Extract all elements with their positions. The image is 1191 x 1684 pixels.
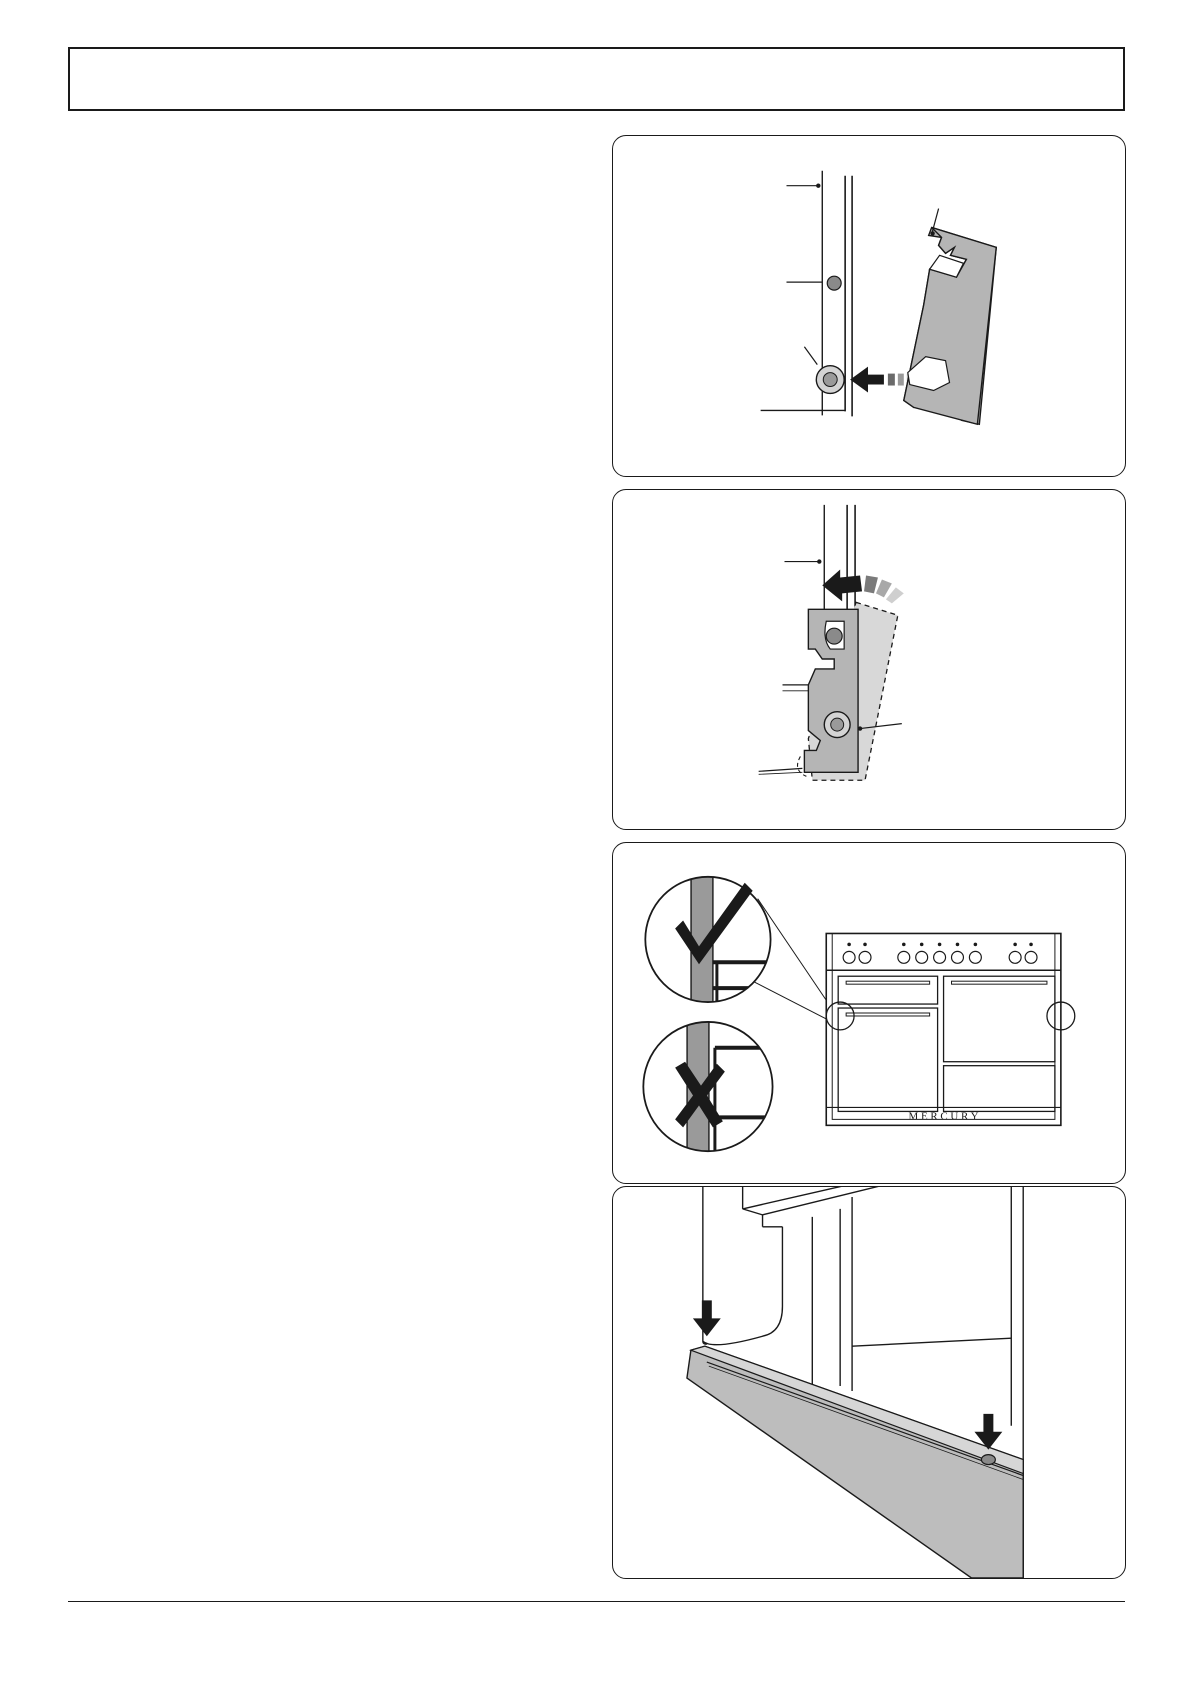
- stud-icon: [827, 276, 841, 290]
- figure-panel-bracket-attach: [612, 135, 1126, 477]
- footer-rule: [68, 1601, 1125, 1602]
- range-cooker-icon: [826, 933, 1061, 1125]
- figure-panel-plinth: [612, 1186, 1126, 1579]
- brand-label: M E R C U R Y: [908, 1110, 979, 1123]
- header-box: [68, 47, 1125, 111]
- alignment-illustration: [613, 843, 1125, 1183]
- plinth-icon: [687, 1346, 1023, 1578]
- bracket-attach-illustration: [613, 136, 1125, 476]
- bracket-rotate-illustration: [613, 490, 1125, 829]
- arrow-left-icon: [850, 367, 884, 393]
- leader-line: [759, 768, 803, 771]
- stud-icon: [826, 628, 842, 644]
- leader-line: [804, 347, 817, 365]
- leader-dot: [816, 184, 820, 188]
- fixing-screw-icon: [981, 1455, 995, 1465]
- arrow-down-icon: [693, 1300, 721, 1336]
- figure-panel-bracket-rotate: [612, 489, 1126, 830]
- plinth-illustration: [613, 1187, 1125, 1578]
- rotate-arrow-icon: [822, 570, 862, 602]
- screw-head: [823, 373, 837, 387]
- figure-panel-alignment: [612, 842, 1126, 1184]
